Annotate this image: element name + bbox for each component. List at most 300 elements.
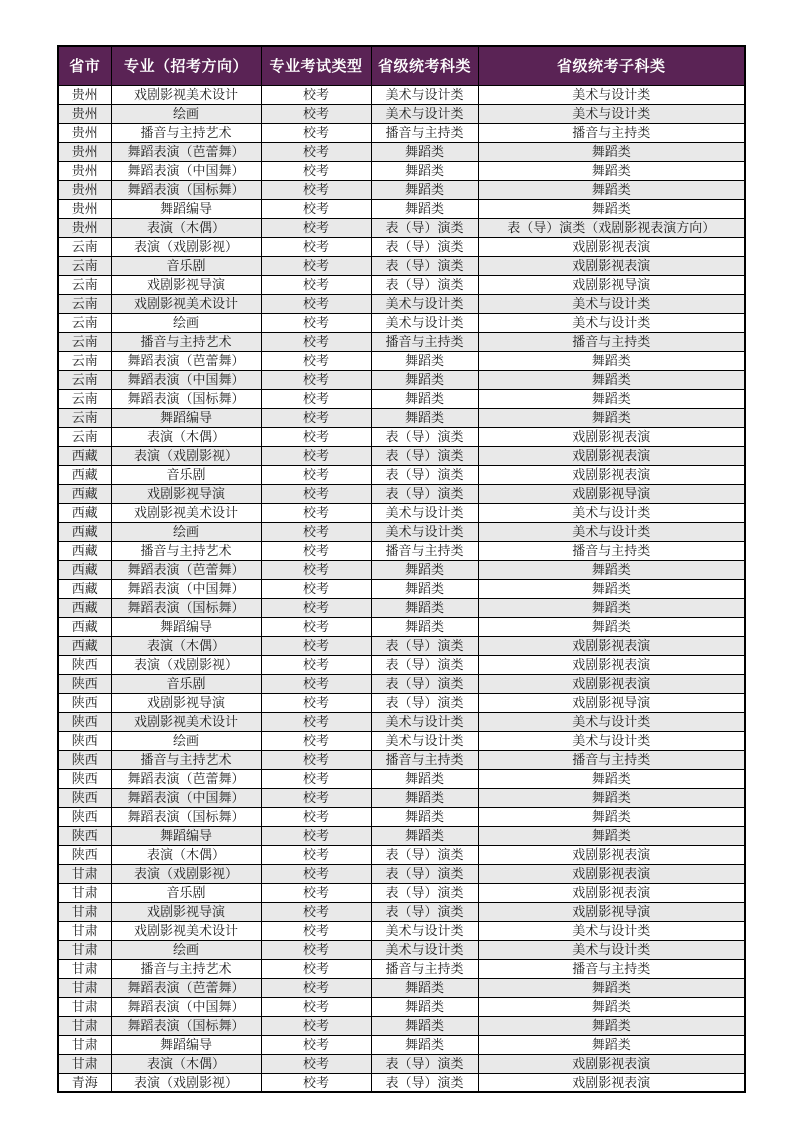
table-row: [58, 218, 745, 237]
cell-unified-subcategory: 戏剧影视表演: [478, 1073, 745, 1092]
cell-unified-category: 美术与设计类: [371, 85, 478, 104]
table-row: [58, 123, 745, 142]
cell-unified-category: 舞蹈类: [371, 1035, 478, 1054]
cell-major: 戏剧影视导演: [111, 484, 261, 503]
cell-province: 西藏: [58, 465, 111, 484]
cell-unified-category: 表（导）演类: [371, 864, 478, 883]
cell-exam-type: 校考: [261, 161, 371, 180]
cell-unified-subcategory: 美术与设计类: [478, 921, 745, 940]
cell-unified-category: 美术与设计类: [371, 294, 478, 313]
cell-major: 舞蹈表演（国标舞）: [111, 598, 261, 617]
cell-exam-type: 校考: [261, 1035, 371, 1054]
cell-unified-subcategory: 表（导）演类（戏剧影视表演方向）: [478, 218, 745, 237]
table-row: [58, 256, 745, 275]
cell-major: 播音与主持艺术: [111, 541, 261, 560]
cell-unified-category: 美术与设计类: [371, 940, 478, 959]
table-row: [58, 427, 745, 446]
table-row: [58, 750, 745, 769]
cell-major: 舞蹈表演（中国舞）: [111, 579, 261, 598]
cell-exam-type: 校考: [261, 712, 371, 731]
cell-exam-type: 校考: [261, 579, 371, 598]
cell-exam-type: 校考: [261, 446, 371, 465]
cell-exam-type: 校考: [261, 332, 371, 351]
cell-unified-subcategory: 舞蹈类: [478, 1016, 745, 1035]
table-row: [58, 142, 745, 161]
cell-major: 舞蹈表演（芭蕾舞）: [111, 560, 261, 579]
cell-major: 戏剧影视美术设计: [111, 503, 261, 522]
cell-exam-type: 校考: [261, 769, 371, 788]
cell-province: 陕西: [58, 731, 111, 750]
cell-province: 西藏: [58, 617, 111, 636]
cell-unified-subcategory: 戏剧影视导演: [478, 484, 745, 503]
table-row: [58, 503, 745, 522]
cell-province: 云南: [58, 313, 111, 332]
cell-province: 西藏: [58, 446, 111, 465]
cell-province: 贵州: [58, 180, 111, 199]
cell-exam-type: 校考: [261, 997, 371, 1016]
cell-exam-type: 校考: [261, 940, 371, 959]
cell-major: 表演（木偶）: [111, 636, 261, 655]
cell-unified-subcategory: 美术与设计类: [478, 313, 745, 332]
table-row: [58, 199, 745, 218]
cell-unified-subcategory: 舞蹈类: [478, 788, 745, 807]
cell-unified-subcategory: 美术与设计类: [478, 104, 745, 123]
cell-province: 青海: [58, 1073, 111, 1092]
cell-province: 云南: [58, 427, 111, 446]
cell-exam-type: 校考: [261, 313, 371, 332]
cell-unified-subcategory: 舞蹈类: [478, 161, 745, 180]
cell-exam-type: 校考: [261, 560, 371, 579]
cell-exam-type: 校考: [261, 731, 371, 750]
cell-province: 贵州: [58, 142, 111, 161]
cell-unified-category: 舞蹈类: [371, 617, 478, 636]
cell-unified-category: 美术与设计类: [371, 503, 478, 522]
cell-unified-category: 表（导）演类: [371, 256, 478, 275]
cell-unified-subcategory: 舞蹈类: [478, 598, 745, 617]
cell-unified-subcategory: 舞蹈类: [478, 579, 745, 598]
cell-major: 舞蹈表演（国标舞）: [111, 807, 261, 826]
cell-province: 贵州: [58, 161, 111, 180]
cell-unified-category: 舞蹈类: [371, 769, 478, 788]
cell-major: 戏剧影视导演: [111, 693, 261, 712]
table-row: [58, 978, 745, 997]
table-row: [58, 579, 745, 598]
cell-exam-type: 校考: [261, 503, 371, 522]
cell-major: 表演（戏剧影视）: [111, 446, 261, 465]
cell-exam-type: 校考: [261, 237, 371, 256]
cell-unified-subcategory: 播音与主持类: [478, 123, 745, 142]
cell-unified-subcategory: 舞蹈类: [478, 997, 745, 1016]
cell-exam-type: 校考: [261, 294, 371, 313]
table-row: [58, 731, 745, 750]
cell-unified-subcategory: 戏剧影视表演: [478, 636, 745, 655]
cell-unified-category: 舞蹈类: [371, 161, 478, 180]
cell-unified-category: 播音与主持类: [371, 750, 478, 769]
table-row: [58, 712, 745, 731]
cell-unified-subcategory: 戏剧影视表演: [478, 237, 745, 256]
table-row: [58, 408, 745, 427]
cell-exam-type: 校考: [261, 693, 371, 712]
cell-major: 表演（戏剧影视）: [111, 1073, 261, 1092]
cell-exam-type: 校考: [261, 427, 371, 446]
cell-province: 陕西: [58, 712, 111, 731]
cell-major: 绘画: [111, 731, 261, 750]
cell-exam-type: 校考: [261, 370, 371, 389]
table-row: [58, 389, 745, 408]
cell-major: 音乐剧: [111, 674, 261, 693]
cell-unified-category: 表（导）演类: [371, 218, 478, 237]
cell-province: 陕西: [58, 807, 111, 826]
table-row: [58, 294, 745, 313]
cell-unified-subcategory: 美术与设计类: [478, 712, 745, 731]
cell-major: 舞蹈表演（中国舞）: [111, 161, 261, 180]
cell-unified-subcategory: 舞蹈类: [478, 142, 745, 161]
cell-major: 舞蹈编导: [111, 617, 261, 636]
cell-major: 戏剧影视美术设计: [111, 294, 261, 313]
table-row: [58, 541, 745, 560]
cell-major: 绘画: [111, 104, 261, 123]
cell-exam-type: 校考: [261, 674, 371, 693]
cell-major: 戏剧影视美术设计: [111, 85, 261, 104]
table-row: [58, 883, 745, 902]
cell-unified-category: 表（导）演类: [371, 693, 478, 712]
table-row: [58, 636, 745, 655]
cell-unified-category: 表（导）演类: [371, 1073, 478, 1092]
cell-unified-category: 表（导）演类: [371, 655, 478, 674]
cell-major: 表演（戏剧影视）: [111, 237, 261, 256]
table-row: [58, 845, 745, 864]
cell-unified-category: 舞蹈类: [371, 408, 478, 427]
cell-province: 贵州: [58, 123, 111, 142]
table-row: [58, 465, 745, 484]
table-row: [58, 1035, 745, 1054]
cell-unified-subcategory: 舞蹈类: [478, 1035, 745, 1054]
cell-province: 甘肃: [58, 1054, 111, 1073]
cell-unified-subcategory: 舞蹈类: [478, 826, 745, 845]
cell-province: 西藏: [58, 503, 111, 522]
cell-exam-type: 校考: [261, 978, 371, 997]
cell-unified-category: 美术与设计类: [371, 731, 478, 750]
cell-unified-category: 播音与主持类: [371, 332, 478, 351]
cell-unified-subcategory: 舞蹈类: [478, 617, 745, 636]
column-header-major: 专业（招考方向）: [111, 46, 261, 85]
cell-province: 陕西: [58, 769, 111, 788]
cell-major: 音乐剧: [111, 256, 261, 275]
cell-unified-category: 表（导）演类: [371, 845, 478, 864]
cell-unified-category: 表（导）演类: [371, 1054, 478, 1073]
cell-major: 舞蹈表演（芭蕾舞）: [111, 142, 261, 161]
cell-unified-category: 舞蹈类: [371, 1016, 478, 1035]
cell-exam-type: 校考: [261, 541, 371, 560]
table-row: [58, 997, 745, 1016]
column-header-unified-category: 省级统考科类: [371, 46, 478, 85]
cell-unified-subcategory: 舞蹈类: [478, 370, 745, 389]
cell-unified-category: 美术与设计类: [371, 313, 478, 332]
cell-province: 甘肃: [58, 1016, 111, 1035]
cell-unified-subcategory: 舞蹈类: [478, 199, 745, 218]
cell-unified-category: 表（导）演类: [371, 484, 478, 503]
cell-unified-subcategory: 舞蹈类: [478, 807, 745, 826]
cell-unified-category: 表（导）演类: [371, 902, 478, 921]
table-row: [58, 161, 745, 180]
cell-unified-category: 舞蹈类: [371, 598, 478, 617]
column-header-exam-type: 专业考试类型: [261, 46, 371, 85]
cell-province: 西藏: [58, 636, 111, 655]
cell-unified-subcategory: 播音与主持类: [478, 332, 745, 351]
cell-major: 戏剧影视美术设计: [111, 921, 261, 940]
cell-major: 表演（戏剧影视）: [111, 655, 261, 674]
table-row: [58, 864, 745, 883]
cell-unified-subcategory: 戏剧影视表演: [478, 256, 745, 275]
cell-province: 贵州: [58, 85, 111, 104]
cell-unified-subcategory: 舞蹈类: [478, 351, 745, 370]
cell-major: 播音与主持艺术: [111, 332, 261, 351]
cell-unified-category: 表（导）演类: [371, 636, 478, 655]
table-row: [58, 655, 745, 674]
cell-unified-subcategory: 戏剧影视表演: [478, 845, 745, 864]
cell-unified-subcategory: 舞蹈类: [478, 560, 745, 579]
cell-unified-category: 播音与主持类: [371, 541, 478, 560]
cell-unified-category: 表（导）演类: [371, 465, 478, 484]
cell-exam-type: 校考: [261, 617, 371, 636]
cell-major: 舞蹈表演（中国舞）: [111, 788, 261, 807]
cell-province: 陕西: [58, 693, 111, 712]
cell-province: 云南: [58, 294, 111, 313]
cell-unified-subcategory: 播音与主持类: [478, 541, 745, 560]
cell-province: 陕西: [58, 788, 111, 807]
cell-unified-subcategory: 美术与设计类: [478, 503, 745, 522]
cell-major: 舞蹈编导: [111, 199, 261, 218]
cell-unified-category: 舞蹈类: [371, 826, 478, 845]
cell-major: 播音与主持艺术: [111, 123, 261, 142]
cell-unified-subcategory: 戏剧影视表演: [478, 427, 745, 446]
cell-unified-category: 舞蹈类: [371, 997, 478, 1016]
cell-province: 云南: [58, 256, 111, 275]
table-row: [58, 522, 745, 541]
cell-province: 云南: [58, 370, 111, 389]
cell-major: 绘画: [111, 313, 261, 332]
cell-unified-category: 舞蹈类: [371, 180, 478, 199]
cell-exam-type: 校考: [261, 959, 371, 978]
cell-unified-subcategory: 美术与设计类: [478, 85, 745, 104]
cell-major: 绘画: [111, 522, 261, 541]
cell-major: 表演（木偶）: [111, 218, 261, 237]
cell-exam-type: 校考: [261, 921, 371, 940]
cell-exam-type: 校考: [261, 465, 371, 484]
cell-province: 甘肃: [58, 902, 111, 921]
cell-major: 音乐剧: [111, 883, 261, 902]
cell-exam-type: 校考: [261, 256, 371, 275]
table-row: [58, 769, 745, 788]
table-body: [58, 85, 745, 1092]
cell-province: 云南: [58, 351, 111, 370]
cell-exam-type: 校考: [261, 142, 371, 161]
cell-major: 舞蹈表演（国标舞）: [111, 180, 261, 199]
table-row: [58, 940, 745, 959]
cell-province: 云南: [58, 408, 111, 427]
table-row: [58, 104, 745, 123]
cell-unified-category: 舞蹈类: [371, 560, 478, 579]
cell-exam-type: 校考: [261, 1073, 371, 1092]
cell-province: 甘肃: [58, 940, 111, 959]
cell-major: 表演（木偶）: [111, 427, 261, 446]
cell-major: 播音与主持艺术: [111, 750, 261, 769]
cell-unified-subcategory: 戏剧影视导演: [478, 693, 745, 712]
table-row: [58, 560, 745, 579]
table-header: [58, 46, 745, 85]
cell-exam-type: 校考: [261, 218, 371, 237]
cell-unified-subcategory: 戏剧影视表演: [478, 1054, 745, 1073]
cell-unified-subcategory: 戏剧影视表演: [478, 446, 745, 465]
cell-province: 甘肃: [58, 978, 111, 997]
cell-province: 贵州: [58, 218, 111, 237]
cell-major: 舞蹈表演（芭蕾舞）: [111, 351, 261, 370]
cell-unified-category: 美术与设计类: [371, 921, 478, 940]
cell-province: 陕西: [58, 845, 111, 864]
cell-unified-subcategory: 戏剧影视表演: [478, 465, 745, 484]
cell-unified-subcategory: 戏剧影视表演: [478, 655, 745, 674]
cell-unified-category: 表（导）演类: [371, 674, 478, 693]
table-header-row: [58, 46, 745, 85]
cell-exam-type: 校考: [261, 199, 371, 218]
cell-exam-type: 校考: [261, 408, 371, 427]
cell-major: 舞蹈表演（中国舞）: [111, 370, 261, 389]
cell-exam-type: 校考: [261, 807, 371, 826]
cell-province: 西藏: [58, 560, 111, 579]
table-row: [58, 180, 745, 199]
cell-unified-category: 美术与设计类: [371, 522, 478, 541]
cell-unified-subcategory: 播音与主持类: [478, 959, 745, 978]
cell-province: 西藏: [58, 541, 111, 560]
cell-major: 戏剧影视导演: [111, 275, 261, 294]
table-row: [58, 1016, 745, 1035]
table-row: [58, 959, 745, 978]
cell-unified-subcategory: 戏剧影视表演: [478, 883, 745, 902]
table-row: [58, 788, 745, 807]
cell-exam-type: 校考: [261, 351, 371, 370]
cell-unified-subcategory: 美术与设计类: [478, 522, 745, 541]
cell-major: 舞蹈表演（中国舞）: [111, 997, 261, 1016]
cell-unified-category: 舞蹈类: [371, 788, 478, 807]
table-row: [58, 921, 745, 940]
cell-exam-type: 校考: [261, 902, 371, 921]
cell-province: 云南: [58, 237, 111, 256]
cell-major: 表演（木偶）: [111, 845, 261, 864]
cell-province: 西藏: [58, 579, 111, 598]
cell-unified-subcategory: 舞蹈类: [478, 408, 745, 427]
table-row: [58, 332, 745, 351]
cell-major: 舞蹈表演（芭蕾舞）: [111, 978, 261, 997]
cell-province: 甘肃: [58, 883, 111, 902]
cell-major: 戏剧影视导演: [111, 902, 261, 921]
cell-unified-category: 舞蹈类: [371, 142, 478, 161]
cell-major: 绘画: [111, 940, 261, 959]
table-row: [58, 826, 745, 845]
column-header-unified-subcategory: 省级统考子科类: [478, 46, 745, 85]
cell-unified-category: 舞蹈类: [371, 807, 478, 826]
table-row: [58, 370, 745, 389]
cell-major: 表演（戏剧影视）: [111, 864, 261, 883]
cell-exam-type: 校考: [261, 123, 371, 142]
cell-unified-subcategory: 舞蹈类: [478, 978, 745, 997]
cell-unified-subcategory: 戏剧影视表演: [478, 674, 745, 693]
cell-province: 西藏: [58, 598, 111, 617]
cell-exam-type: 校考: [261, 655, 371, 674]
cell-exam-type: 校考: [261, 275, 371, 294]
cell-unified-category: 表（导）演类: [371, 427, 478, 446]
cell-province: 甘肃: [58, 959, 111, 978]
cell-unified-category: 播音与主持类: [371, 123, 478, 142]
cell-unified-category: 舞蹈类: [371, 579, 478, 598]
cell-exam-type: 校考: [261, 598, 371, 617]
table-row: [58, 313, 745, 332]
cell-unified-subcategory: 舞蹈类: [478, 389, 745, 408]
cell-major: 音乐剧: [111, 465, 261, 484]
table-row: [58, 1073, 745, 1092]
cell-unified-category: 舞蹈类: [371, 199, 478, 218]
table-row: [58, 85, 745, 104]
cell-province: 甘肃: [58, 1035, 111, 1054]
cell-unified-category: 美术与设计类: [371, 104, 478, 123]
cell-exam-type: 校考: [261, 1016, 371, 1035]
cell-province: 贵州: [58, 104, 111, 123]
cell-major: 舞蹈表演（国标舞）: [111, 389, 261, 408]
cell-exam-type: 校考: [261, 85, 371, 104]
cell-exam-type: 校考: [261, 1054, 371, 1073]
cell-exam-type: 校考: [261, 826, 371, 845]
cell-unified-subcategory: 舞蹈类: [478, 769, 745, 788]
cell-exam-type: 校考: [261, 484, 371, 503]
table-row: [58, 237, 745, 256]
table-row: [58, 275, 745, 294]
cell-province: 西藏: [58, 484, 111, 503]
cell-exam-type: 校考: [261, 864, 371, 883]
admission-exam-table: [57, 45, 746, 1093]
table-row: [58, 902, 745, 921]
cell-major: 舞蹈表演（芭蕾舞）: [111, 769, 261, 788]
cell-major: 舞蹈表演（国标舞）: [111, 1016, 261, 1035]
cell-province: 贵州: [58, 199, 111, 218]
cell-unified-category: 美术与设计类: [371, 712, 478, 731]
cell-unified-subcategory: 美术与设计类: [478, 940, 745, 959]
column-header-province: 省市: [58, 46, 111, 85]
cell-province: 陕西: [58, 655, 111, 674]
cell-province: 甘肃: [58, 997, 111, 1016]
cell-exam-type: 校考: [261, 883, 371, 902]
table-row: [58, 351, 745, 370]
cell-unified-category: 表（导）演类: [371, 275, 478, 294]
cell-unified-subcategory: 戏剧影视表演: [478, 864, 745, 883]
cell-unified-category: 舞蹈类: [371, 370, 478, 389]
cell-province: 甘肃: [58, 864, 111, 883]
cell-major: 表演（木偶）: [111, 1054, 261, 1073]
cell-exam-type: 校考: [261, 522, 371, 541]
table-row: [58, 598, 745, 617]
cell-province: 陕西: [58, 750, 111, 769]
table-row: [58, 446, 745, 465]
cell-major: 舞蹈编导: [111, 1035, 261, 1054]
cell-province: 西藏: [58, 522, 111, 541]
cell-province: 陕西: [58, 674, 111, 693]
cell-unified-subcategory: 舞蹈类: [478, 180, 745, 199]
cell-unified-subcategory: 播音与主持类: [478, 750, 745, 769]
cell-province: 甘肃: [58, 921, 111, 940]
cell-unified-category: 表（导）演类: [371, 446, 478, 465]
cell-exam-type: 校考: [261, 636, 371, 655]
cell-exam-type: 校考: [261, 788, 371, 807]
cell-unified-category: 舞蹈类: [371, 389, 478, 408]
cell-exam-type: 校考: [261, 389, 371, 408]
